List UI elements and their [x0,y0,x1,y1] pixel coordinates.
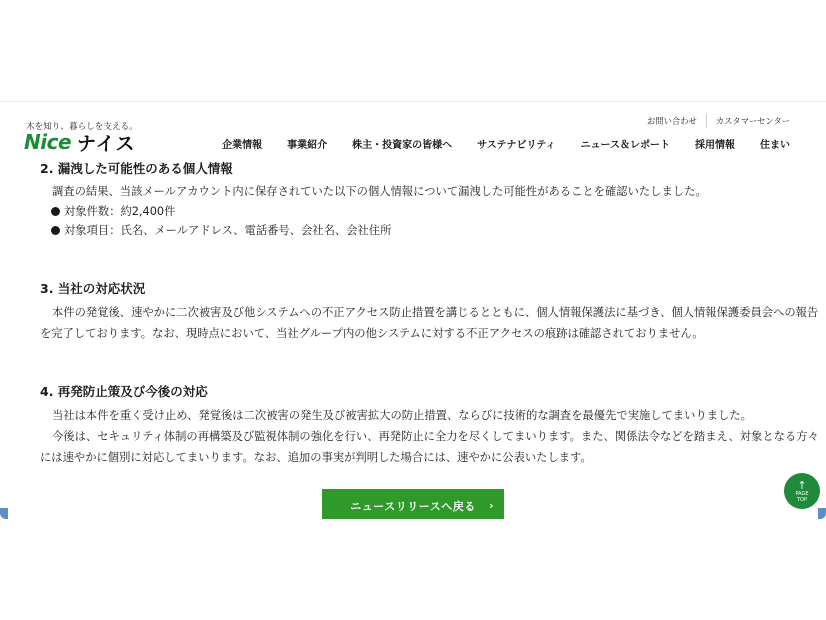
divider [706,114,707,128]
logo-wordmark-jp: ナイス [77,132,136,155]
section3-body [40,302,819,344]
nav-item-business[interactable]: 事業紹介 [287,140,328,151]
logo-wordmark-en: Nice [24,130,72,154]
section2-intro-text: 調査の結果、当該メールアカウント内に保存されていた以下の個人情報について漏洩した可能性があることを確認いたしました。 [52,185,707,198]
bullet-icon [51,207,60,216]
arrow-up-icon: ↑ [797,478,807,492]
section2-intro [40,181,788,202]
section3-line1: 本件の発覚後、速やかに二次被害及び他システムへの不正アクセス防止措置を講じるとともに、個人情報保護法に基づき、個人情報保護委員会への報告 [52,306,819,319]
section-heading-prevention: 4. 再発防止策及び今後の対応 [40,384,208,399]
global-nav [222,136,790,151]
customer-center-link[interactable]: カスタマーセンター [715,116,790,126]
contact-link[interactable]: お問い合わせ [647,116,697,126]
site-tagline: 木を知り、暮らしを支える。 [26,122,138,132]
nav-item-sustainability[interactable]: サステナビリティ [477,140,556,151]
section3-line2: を完了しております。なお、現時点において、当社グループ内の他システムに対する不正アクセスの痕跡は確認されておりません。 [40,327,704,340]
bullet-text: 対象項目：氏名、メールアドレス、電話番号、会社名、会社住所 [64,224,392,237]
site-header [0,102,826,159]
bullet-text: 対象件数：約2,400件 [64,205,176,218]
site-logo[interactable] [24,131,136,153]
chevron-right-icon: › [488,499,494,512]
page-top-label-1: PAGE [795,490,809,497]
nav-item-news[interactable]: ニュース＆レポート [580,140,670,151]
section4-line2: 今後は、セキュリティ体制の再構築及び監視体制の強化を行い、再発防止に全力を尽くしてまいります。また、関係法令などを踏まえ、対象となる方々 [52,430,819,443]
bullet-item-fields [51,222,391,238]
back-to-news-label: ニュースリリースへ戻る [350,499,476,513]
section4-line3: には速やかに個別に対応してまいります。なお、追加の事実が判明した場合には、速やかに公表いたします。 [40,451,592,464]
utility-nav [647,114,790,128]
nav-item-investors[interactable]: 株主・投資家の皆様へ [352,140,453,151]
back-to-news-button[interactable] [322,489,504,519]
bullet-icon [51,226,60,235]
nav-item-company[interactable]: 企業情報 [222,140,263,151]
nav-item-recruit[interactable]: 採用情報 [695,140,735,151]
section4-body [40,405,819,468]
page-top-label-2: TOP [796,496,807,503]
bullet-item-count [51,203,175,219]
browser-viewport [0,101,826,519]
nav-item-housing[interactable]: 住まい [760,140,790,151]
page-top-button[interactable] [784,473,820,509]
section-heading-response: 3. 当社の対応状況 [40,281,146,296]
section4-line1: 当社は本件を重く受け止め、発覚後は二次被害の発生及び被害拡大の防止措置、ならびに技術的な調査を最優先で実施してまいりました。 [52,409,752,422]
section-heading-leaked-info: 2. 漏洩した可能性のある個人情報 [40,161,233,176]
window-corner-left [0,508,8,519]
